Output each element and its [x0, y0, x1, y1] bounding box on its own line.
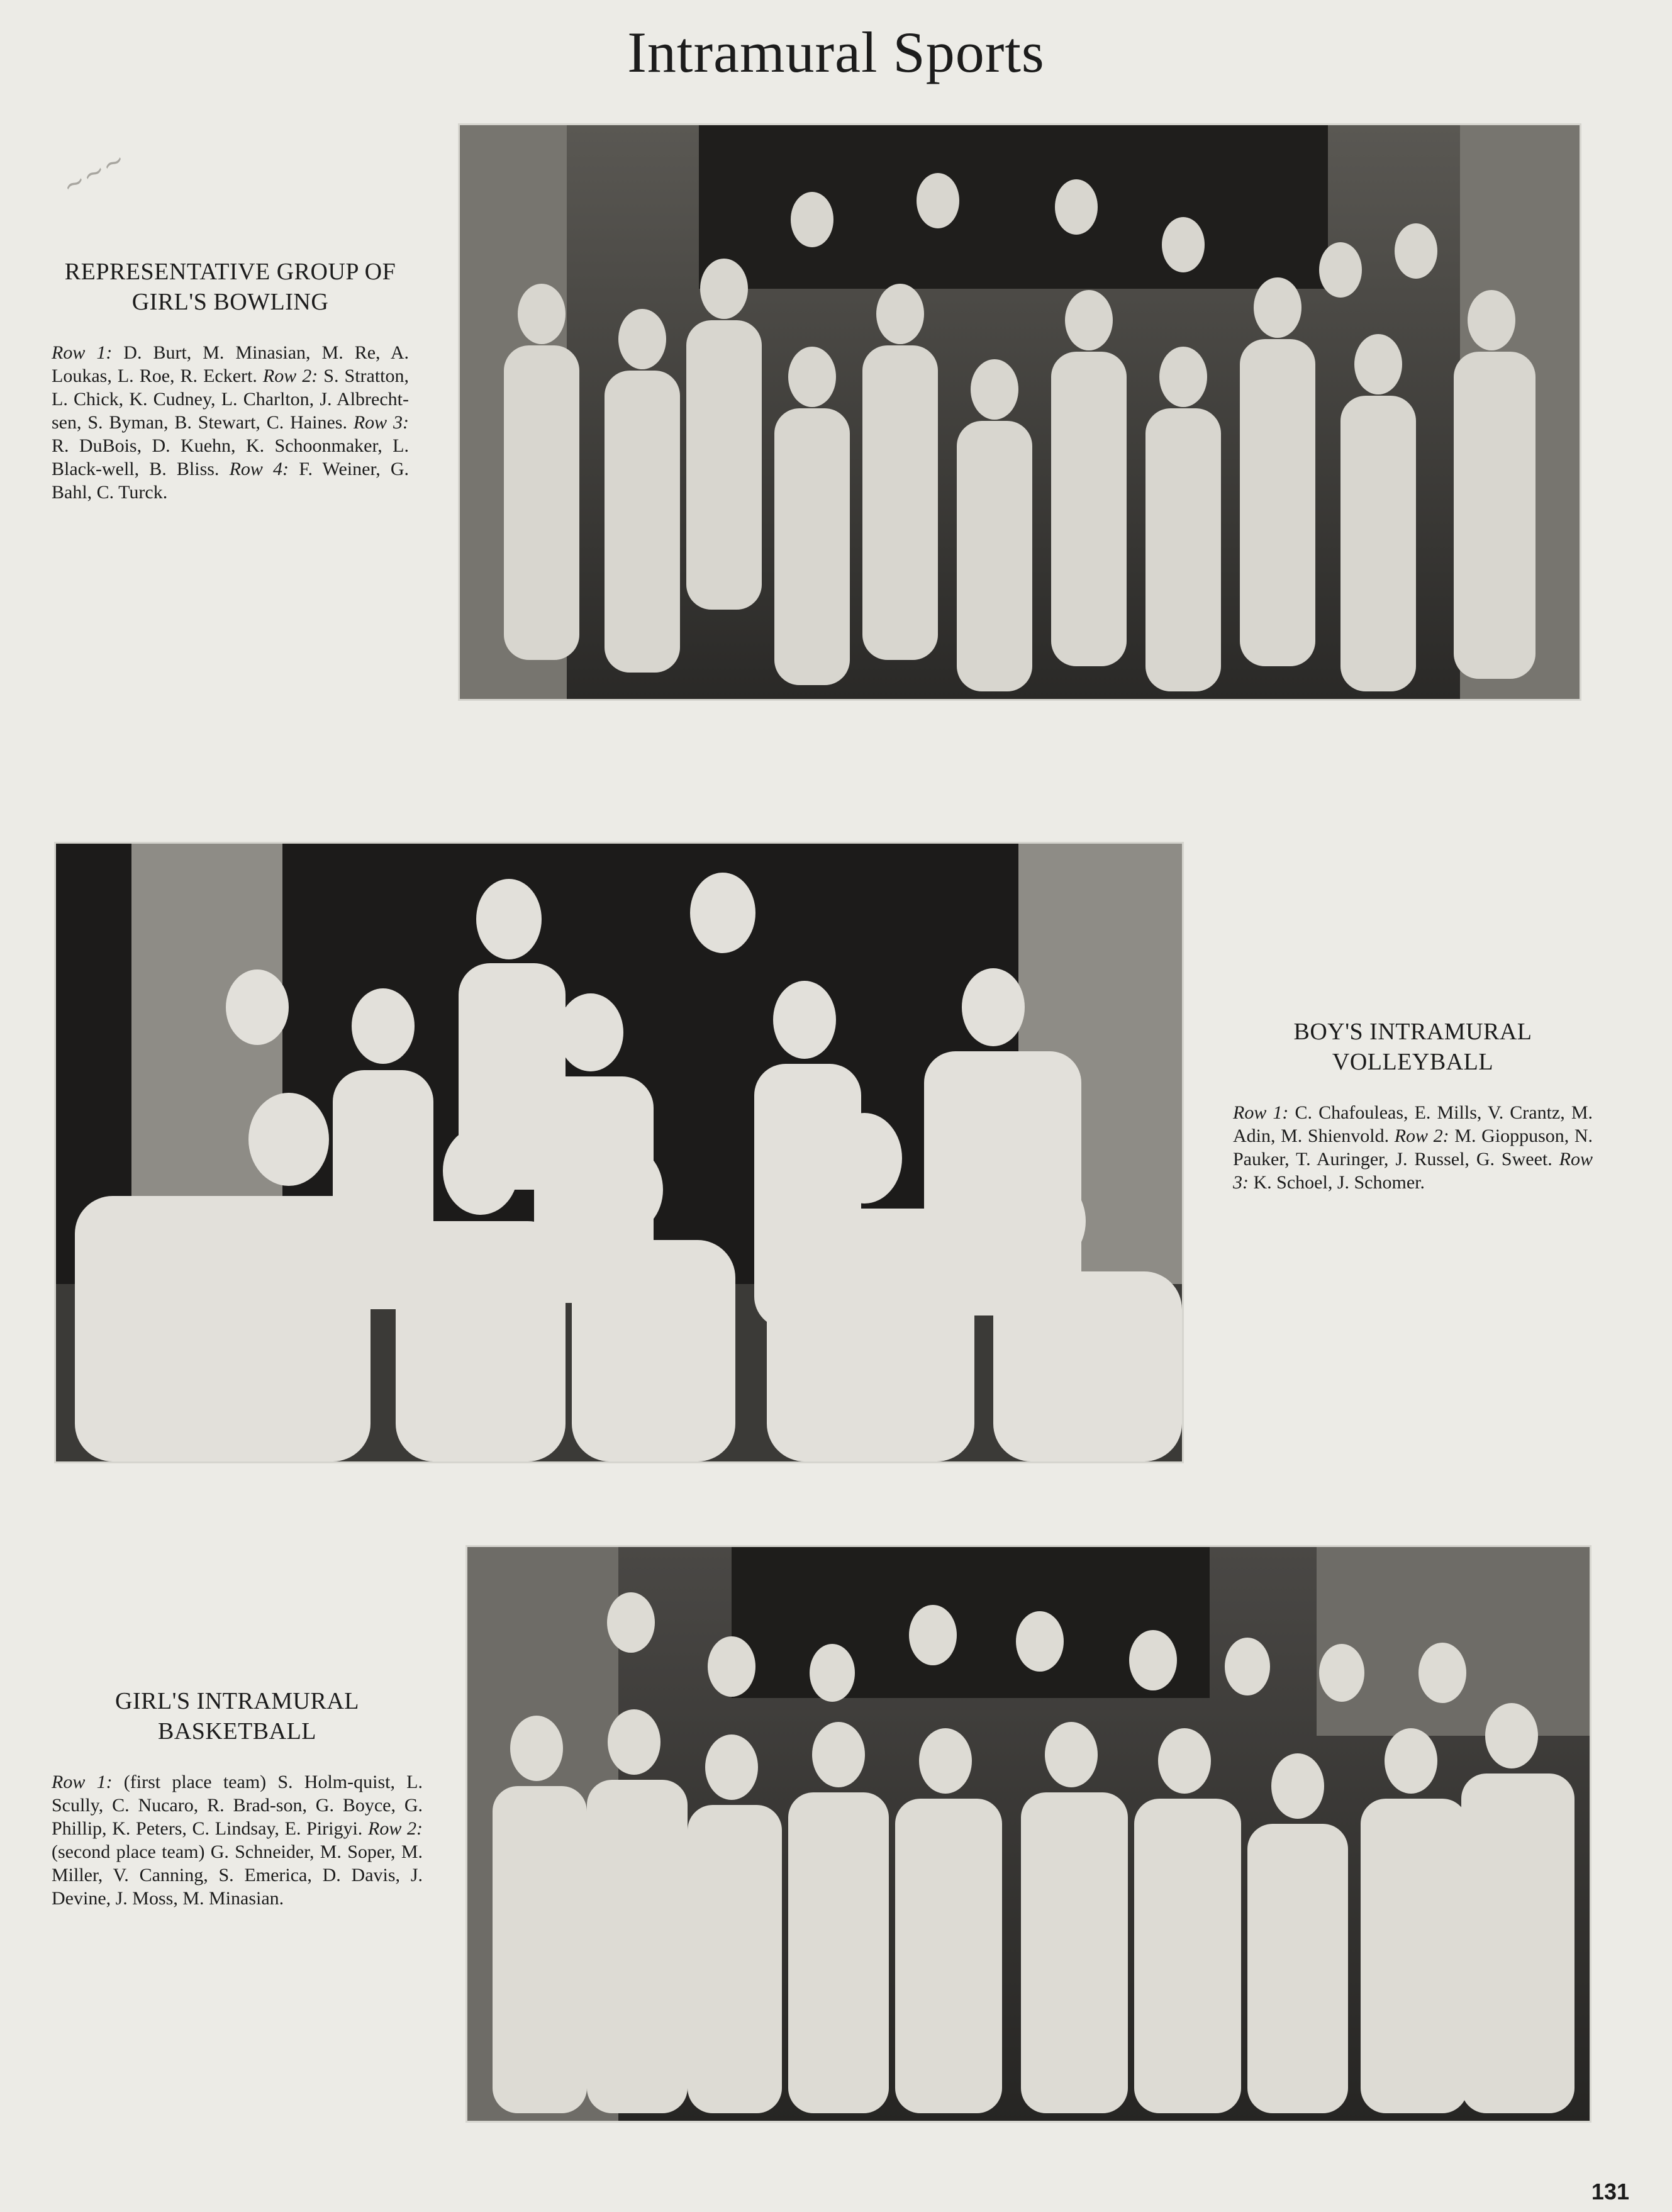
row-names: (second place team) G. Schneider, M. Soper, M. Miller, V. Canning, S. Emerica, D. Davis, J. Devine, J. Moss, M. Minasian.: [52, 1841, 423, 1909]
row-names: K. Schoel, J. Schomer.: [1253, 1172, 1425, 1193]
row-names: R. DuBois, D. Kuehn, K. Schoonmaker, L. Black-well, B. Bliss.: [52, 435, 409, 479]
row-names: C. Chafouleas, E. Mills, V. Crantz, M. Adin, M. Shienvold.: [1233, 1102, 1593, 1146]
page-title: Intramural Sports: [627, 20, 1045, 84]
basketball-heading: GIRL'S INTRAMURAL BASKETBALL: [115, 1688, 359, 1745]
row-label: Row 4:: [229, 459, 289, 479]
bowling-roster: [52, 341, 409, 504]
volleyball-group-photo: [54, 842, 1184, 1463]
row-names: D. Burt, M. Minasian, M. Re, A. Loukas, L. Roe, R. Eckert.: [52, 342, 410, 386]
bowling-group-photo: [458, 123, 1581, 701]
row-label: Row 3:: [1233, 1149, 1593, 1193]
row-names: S. Stratton, L. Chick, K. Cudney, L. Charlton, J. Albrecht-sen, S. Byman, B. Stewart, C. Haines.: [52, 366, 410, 433]
volleyball-heading: BOY'S INTRAMURAL VOLLEYBALL: [1293, 1019, 1532, 1075]
row-names: F. Weiner, G. Bahl, C. Turck.: [52, 459, 410, 503]
page-number: 131: [1591, 2179, 1629, 2204]
basketball-caption: [52, 1686, 423, 1910]
basketball-roster: [52, 1770, 423, 1910]
row-label: Row 1:: [52, 342, 113, 363]
bowling-caption: [52, 257, 409, 504]
row-label: Row 2:: [262, 366, 318, 386]
bowling-heading: REPRESENTATIVE GROUP OF GIRL'S BOWLING: [64, 259, 396, 315]
volleyball-caption: [1233, 1017, 1593, 1194]
basketball-group-photo: [465, 1545, 1591, 2123]
row-label: Row 1:: [1233, 1102, 1289, 1123]
volleyball-roster: [1233, 1101, 1593, 1194]
row-label: Row 3:: [353, 412, 409, 433]
row-label: Row 2:: [368, 1818, 423, 1839]
row-label: Row 1:: [52, 1772, 113, 1792]
row-names: M. Gioppuson, N. Pauker, T. Auringer, J. Russel, G. Sweet.: [1233, 1126, 1593, 1170]
row-names: (first place team) S. Holm-quist, L. Scully, C. Nucaro, R. Brad-son, G. Boyce, G. Phillip, K. Peters, C. Lindsay, E. Pirigyi.: [52, 1772, 423, 1839]
pencil-signature: ∼∼∼: [57, 143, 130, 202]
row-label: Row 2:: [1394, 1126, 1449, 1146]
